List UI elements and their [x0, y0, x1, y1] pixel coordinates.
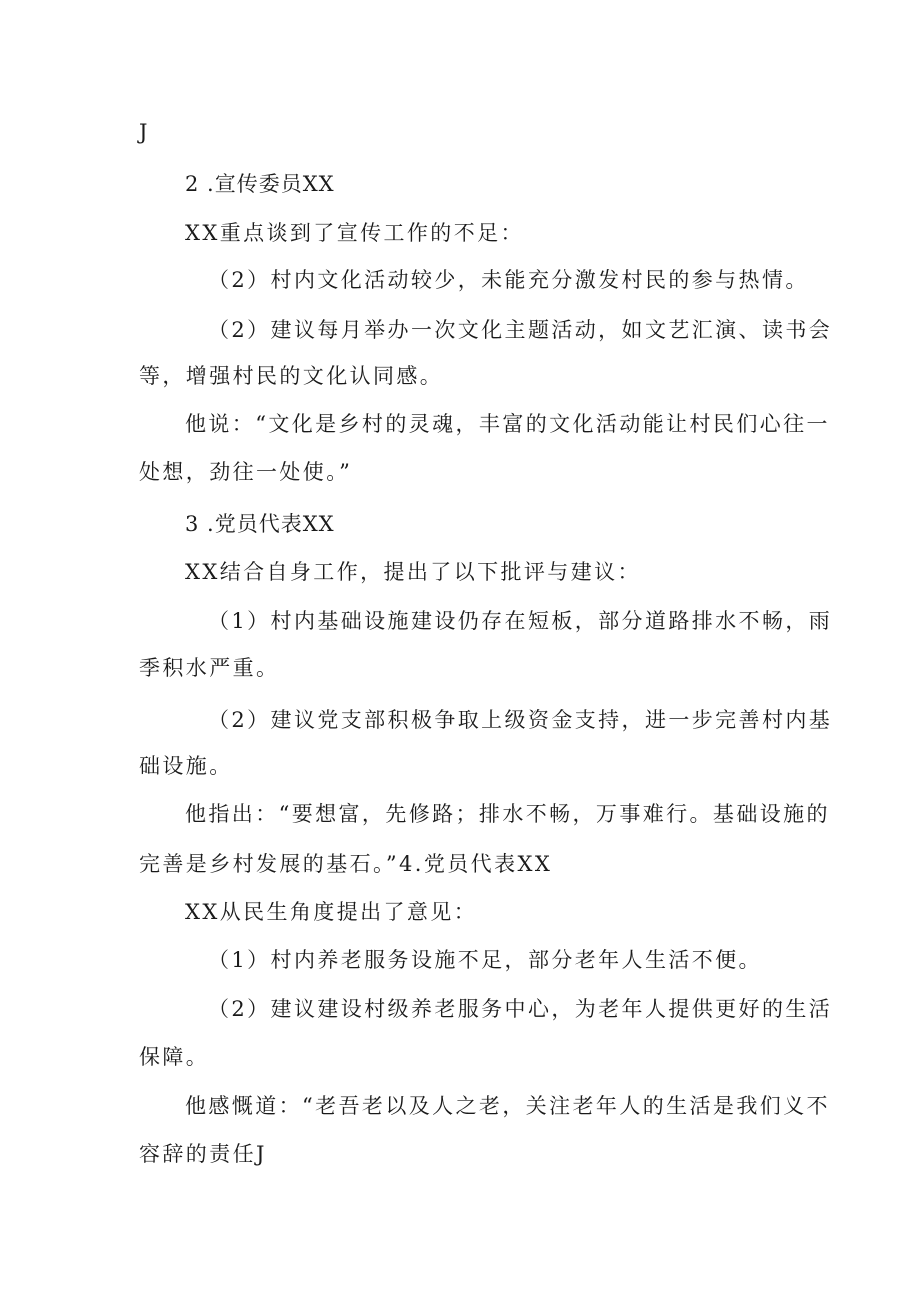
list-item-line: （2）建议党支部积极争取上级资金支持，进一步完善村内基 [208, 708, 833, 732]
paragraph-line: XX结合自身工作，提出了以下批评与建议： [185, 560, 641, 584]
list-item-line: （2）村内文化活动较少，未能充分激发村民的参与热情。 [208, 268, 809, 292]
quote-continuation-with-heading: 完善是乡村发展的基石。”4.党员代表XX [139, 852, 553, 876]
list-item-continuation: 等，增强村民的文化认同感。 [139, 364, 444, 388]
text-line-stray-mark: J [139, 120, 150, 144]
quote-line: 他指出：“要想富，先修路；排水不畅，万事难行。基础设施的 [185, 802, 830, 826]
list-item-continuation: 保障。 [139, 1045, 210, 1069]
list-item-line: （2）建议每月举办一次文化主题活动，如文艺汇演、读书会 [208, 318, 833, 342]
quote-line: 他感慨道：“老吾老以及人之老，关注老年人的生活是我们义不 [185, 1094, 830, 1118]
list-item-line: （1）村内养老服务设施不足，部分老年人生活不便。 [208, 948, 762, 972]
paragraph-line: XX重点谈到了宣传工作的不足： [185, 221, 524, 245]
section-heading-3: 3 .党员代表XX [185, 512, 335, 536]
list-item-continuation: 础设施。 [139, 754, 233, 778]
paragraph-line: XX从民生角度提出了意见： [185, 900, 478, 924]
list-item-line: （1）村内基础设施建设仍存在短板，部分道路排水不畅，雨 [208, 609, 833, 633]
list-item-continuation: 季积水严重。 [139, 656, 280, 680]
quote-continuation: 容辞的责任J [139, 1142, 267, 1166]
list-item-line: （2）建议建设村级养老服务中心，为老年人提供更好的生活 [208, 997, 833, 1021]
quote-continuation: 处想，劲往一处使。” [139, 460, 353, 484]
quote-line: 他说：“文化是乡村的灵魂，丰富的文化活动能让村民们心往一 [185, 412, 830, 436]
section-heading-2: 2 .宣传委员XX [185, 172, 335, 196]
